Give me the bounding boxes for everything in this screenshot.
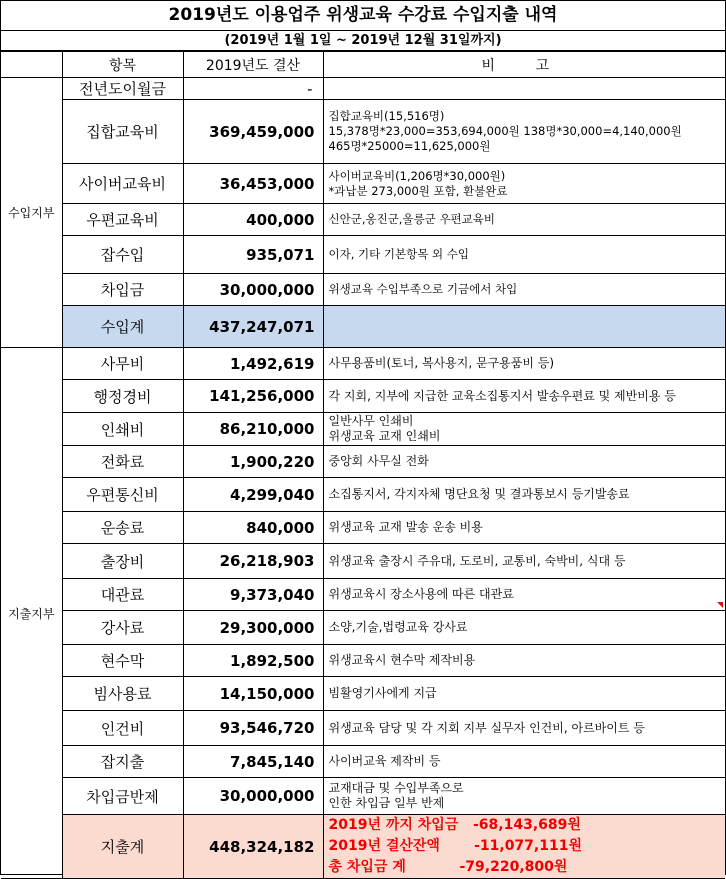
ledger-table bbox=[1, 51, 725, 879]
income-total-amount: 437,247,071 bbox=[183, 306, 323, 348]
note-line: 교재대금 및 수입부족으로 bbox=[328, 781, 464, 795]
header-note: 비 고 bbox=[323, 52, 725, 78]
row-item: 사무비 bbox=[62, 348, 183, 380]
row-amount: 29,300,000 bbox=[183, 611, 323, 645]
row-item: 현수막 bbox=[62, 645, 183, 677]
expense-total-row bbox=[1, 815, 725, 879]
note-line: 신안군,옹진군,울릉군 우편교육비 bbox=[328, 212, 495, 226]
row-note bbox=[323, 204, 725, 236]
table-row bbox=[1, 544, 725, 579]
table-row bbox=[1, 348, 725, 380]
row-item: 우편통신비 bbox=[62, 478, 183, 512]
row-amount: 7,845,140 bbox=[183, 746, 323, 778]
row-amount: 840,000 bbox=[183, 512, 323, 544]
table-row bbox=[1, 778, 725, 815]
sheet-title: 2019년도 이용업주 위생교육 수강료 수입지출 내역 bbox=[1, 1, 725, 31]
row-note bbox=[323, 78, 725, 100]
income-section-label: 수입지부 bbox=[1, 78, 62, 348]
note-line: 소집통지서, 각지자체 명단요청 및 결과통보시 등기발송료 bbox=[328, 487, 630, 501]
header-item: 항목 bbox=[62, 52, 183, 78]
row-amount: 1,492,619 bbox=[183, 348, 323, 380]
income-total-label: 수입계 bbox=[62, 306, 183, 348]
row-note bbox=[323, 544, 725, 579]
note-line: 집합교육비(15,516명) bbox=[328, 109, 445, 123]
expense-total-label: 지출계 bbox=[62, 815, 183, 879]
row-amount: 36,453,000 bbox=[183, 164, 323, 204]
note-line: 위생교육 교재 인쇄비 bbox=[328, 429, 441, 443]
row-note bbox=[323, 164, 725, 204]
row-note bbox=[323, 579, 725, 611]
row-item: 운송료 bbox=[62, 512, 183, 544]
row-item: 대관료 bbox=[62, 579, 183, 611]
table-row bbox=[1, 446, 725, 478]
table-row bbox=[1, 100, 725, 164]
expense-total-amount: 448,324,182 bbox=[183, 815, 323, 879]
note-line: 이자, 기타 기본항목 외 수입 bbox=[328, 247, 469, 261]
row-note bbox=[323, 380, 725, 413]
note-line: 빔활영기사에게 지급 bbox=[328, 686, 437, 700]
header-amount: 2019년도 결산 bbox=[183, 52, 323, 78]
table-row bbox=[1, 78, 725, 100]
note-line: 위생교육 교재 발송 운송 비용 bbox=[328, 520, 483, 534]
note-line: 위생교육시 현수막 제작비용 bbox=[328, 653, 476, 667]
note-line: 일반사무 인쇄비 bbox=[328, 414, 414, 428]
row-item: 강사료 bbox=[62, 611, 183, 645]
row-amount: 30,000,000 bbox=[183, 778, 323, 815]
row-amount: 4,299,040 bbox=[183, 478, 323, 512]
row-note bbox=[323, 274, 725, 306]
row-amount: 86,210,000 bbox=[183, 413, 323, 446]
header-row bbox=[1, 52, 725, 78]
note-line: 인한 차입금 일부 반제 bbox=[328, 796, 445, 810]
table-row bbox=[1, 236, 725, 274]
note-line: *과납분 273,000원 포함, 환불완료 bbox=[328, 183, 508, 198]
expense-section-label: 지출지부 bbox=[1, 348, 62, 879]
sheet-subtitle: (2019년 1월 1일 ~ 2019년 12월 31일까지) bbox=[1, 31, 725, 51]
header-blank bbox=[1, 52, 62, 78]
income-total-note bbox=[323, 306, 725, 348]
row-item: 행정경비 bbox=[62, 380, 183, 413]
row-item: 잡지출 bbox=[62, 746, 183, 778]
row-item: 집합교육비 bbox=[62, 100, 183, 164]
row-item: 사이버교육비 bbox=[62, 164, 183, 204]
note-line: 위생교육 담당 및 각 지회 지부 실무자 인건비, 아르바이트 등 bbox=[328, 720, 645, 735]
row-amount: 400,000 bbox=[183, 204, 323, 236]
row-amount: 9,373,040 bbox=[183, 579, 323, 611]
row-item: 전년도이월금 bbox=[62, 78, 183, 100]
row-note bbox=[323, 645, 725, 677]
row-amount: 26,218,903 bbox=[183, 544, 323, 579]
row-note bbox=[323, 478, 725, 512]
note-line: 위생교육 출장시 주유대, 도로비, 교통비, 숙박비, 식대 등 bbox=[328, 553, 626, 568]
table-row bbox=[1, 274, 725, 306]
summary-line: 2019년 결산잔액 -11,077,111원 bbox=[328, 838, 582, 854]
row-item: 빔사용료 bbox=[62, 677, 183, 711]
row-note bbox=[323, 677, 725, 711]
row-item: 우편교육비 bbox=[62, 204, 183, 236]
comment-indicator bbox=[717, 602, 723, 608]
note-line: 위생교육 수입부족으로 기금에서 차입 bbox=[328, 282, 518, 296]
table-row bbox=[1, 478, 725, 512]
note-line: 사이버교육 제작비 등 bbox=[328, 754, 441, 768]
row-item: 인건비 bbox=[62, 711, 183, 746]
table-row bbox=[1, 746, 725, 778]
row-item: 인쇄비 bbox=[62, 413, 183, 446]
row-note bbox=[323, 611, 725, 645]
row-amount: 1,892,500 bbox=[183, 645, 323, 677]
table-row bbox=[1, 380, 725, 413]
table-row bbox=[1, 711, 725, 746]
note-line: 각 지회, 지부에 지급한 교육소집통지서 발송우편료 및 제반비용 등 bbox=[328, 388, 676, 403]
note-line: 소양,기술,법령교육 강사료 bbox=[328, 620, 468, 634]
row-amount: 30,000,000 bbox=[183, 274, 323, 306]
note-line: 사이버교육비(1,206명*30,000원) bbox=[328, 168, 506, 183]
row-note bbox=[323, 512, 725, 544]
row-item: 전화료 bbox=[62, 446, 183, 478]
note-line: 465명*25000=11,625,000원 bbox=[328, 139, 491, 153]
income-total-row bbox=[1, 306, 725, 348]
table-row bbox=[1, 204, 725, 236]
note-line: 사무용품비(토너, 복사용지, 문구용품비 등) bbox=[328, 356, 555, 370]
row-note bbox=[323, 100, 725, 164]
row-note bbox=[323, 778, 725, 815]
row-amount: 935,071 bbox=[183, 236, 323, 274]
summary-line: 2019년 까지 차입금 -68,143,689원 bbox=[328, 817, 581, 833]
table-row bbox=[1, 579, 725, 611]
table-row bbox=[1, 677, 725, 711]
table-row bbox=[1, 512, 725, 544]
row-amount: 141,256,000 bbox=[183, 380, 323, 413]
row-note bbox=[323, 746, 725, 778]
table-row bbox=[1, 413, 725, 446]
row-amount: 14,150,000 bbox=[183, 677, 323, 711]
note-line: 15,378명*23,000=353,694,000원 138명*30,000=4,140,000원 bbox=[328, 124, 682, 138]
row-item: 출장비 bbox=[62, 544, 183, 579]
summary-line: 총 차입금 계 -79,220,800원 bbox=[328, 859, 568, 875]
note-line: 중앙회 사무실 전화 bbox=[328, 454, 429, 468]
row-item: 차입금반제 bbox=[62, 778, 183, 815]
row-note bbox=[323, 236, 725, 274]
row-amount: 369,459,000 bbox=[183, 100, 323, 164]
row-amount: 93,546,720 bbox=[183, 711, 323, 746]
note-line: 위생교육시 장소사용에 따른 대관료 bbox=[328, 587, 514, 601]
table-row bbox=[1, 645, 725, 677]
table-row bbox=[1, 164, 725, 204]
row-note bbox=[323, 348, 725, 380]
row-amount: 1,900,220 bbox=[183, 446, 323, 478]
expense-total-summary bbox=[323, 815, 725, 879]
row-item: 잡수입 bbox=[62, 236, 183, 274]
row-note bbox=[323, 446, 725, 478]
row-item: 차입금 bbox=[62, 274, 183, 306]
table-row bbox=[1, 611, 725, 645]
row-note bbox=[323, 413, 725, 446]
row-amount: - bbox=[183, 78, 323, 100]
row-note bbox=[323, 711, 725, 746]
